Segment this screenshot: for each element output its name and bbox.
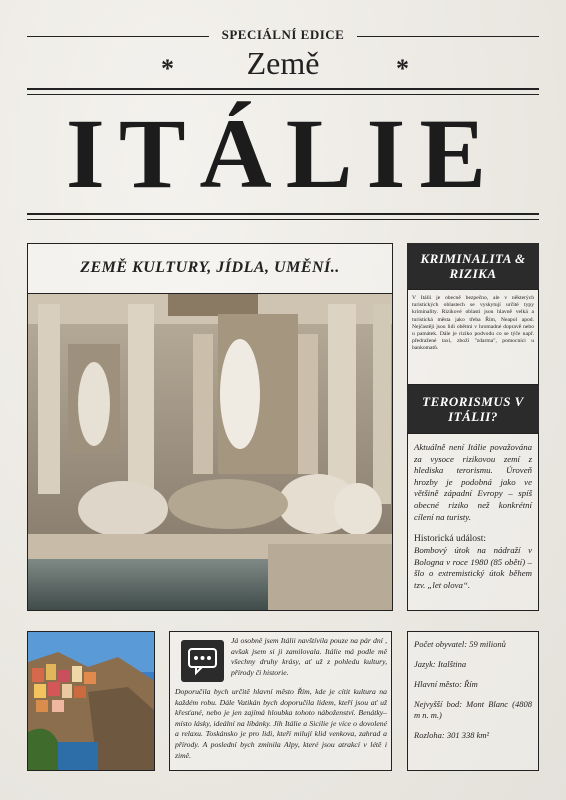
fact-population: Počet obyvatel: 59 milionů [414,639,506,649]
terror-heading: TERORISMUS V ITÁLII? [407,385,539,433]
history-text: Bombový útok na nádraží v Bologna v roce 1980 (85 obětí) – šlo o extremistický útok během tzv. „let olova“. [414,545,532,590]
terror-panel [407,433,539,611]
subheadline: ZEMĚ KULTURY, JÍDLA, UMĚNÍ.. [80,259,340,276]
star-left: * [161,54,174,83]
trevi-fountain-illustration [28,294,393,611]
facts-panel [407,631,539,771]
story-body: Doporučila bych určitě hlavní město Řím, kde je cítit kultura na každém robu. Dále Vatikán bych doporučila lidem, kteří jsou ať už křesťané, nebo je jen zajímá hloubka tohoto náboženství. Benátky–místo lásky, ideální na líbánky. Jih Itálie a Sicilie je více o dovolené a relaxu. Toskánsko je pro lidi, kteří milují klid venkova, zahrad a přírody. A poslední bych zmínila Alpy, které jsou atrakcí v létě i zimě. [175,687,387,760]
masthead-rule-top [27,88,539,90]
fact-highest: Nejvyšší bod: Mont Blanc (4808 m n. m.) [414,699,532,720]
terror-text: Aktuálně není Itálie považována za vysoce rizikovou zemí z hlediska terorismu. Úroveň hrozby je podobná jako ve většině západní Evropy – spíš obecné riziko než konkrétní cílení na turisty. [414,442,532,522]
chat-bubble-icon [181,640,224,682]
star-right: * [396,54,409,83]
cinque-terre-photo [27,631,155,771]
crime-text: V Itálii je obecně bezpečno, ale v některých turistických oblastech se vyskytují určité typy kriminality. Rizikové oblasti jsou hlavně velká a turistická města jako třeba Řím, Neapol apod. Nejčastěji jsou lidi obětmi v hromadné dopravě nebo u památek. Dále je riziko podvodu co se týče např. předražené taxi, zboží "zdarma", pomocníci u bankomatů. [407,289,539,385]
history-label: Historická událost: [414,534,487,545]
trevi-fountain-photo [27,293,393,611]
edition-label: SPECIÁLNÍ EDICE [221,27,345,42]
masthead-title: ITÁLIE [65,98,501,209]
kicker-title: Země [246,45,320,81]
masthead-rule-bottom [27,213,539,215]
fact-area: Rozloha: 301 338 km² [414,730,490,740]
fact-language: Jazyk: Italština [414,659,467,669]
crime-heading: KRIMINALITA & RIZIKA [407,243,539,289]
masthead-rule-top-thin [27,94,539,95]
cinque-terre-illustration [28,632,155,771]
fact-capital: Hlavní město: Řím [414,679,478,689]
masthead-rule-bottom-thin [27,219,539,220]
story-intro: Já osobně jsem Itálii navštívila pouze na pár dní , avšak jsem si ji zamilovala. Itálie má podle mě všechny druhy krásy, ať už z pohledu kultury, přírody či historie. [231,636,387,677]
